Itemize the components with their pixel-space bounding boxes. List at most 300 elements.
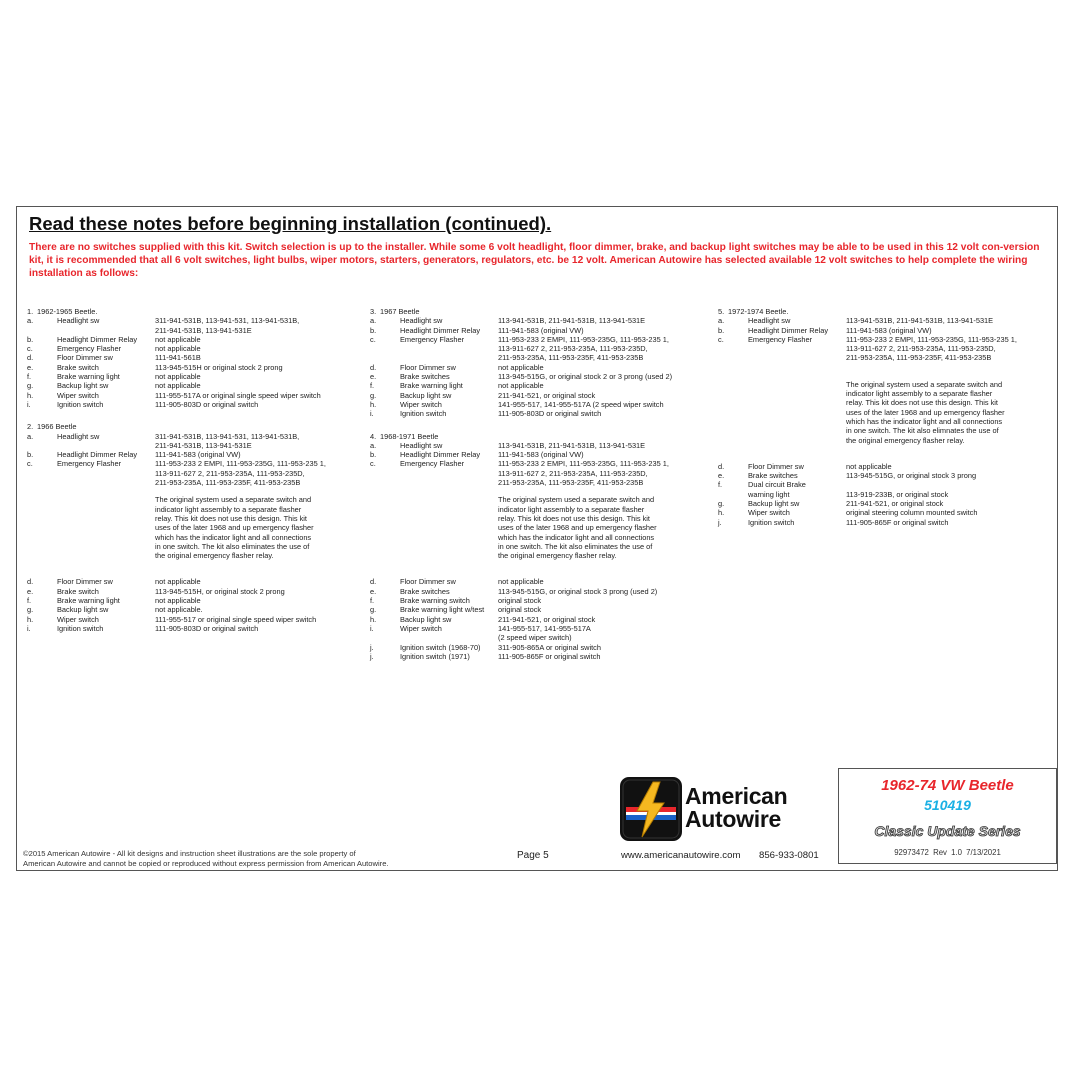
item-letter: j. [370,651,374,661]
item-label: Backup light sw [748,499,800,509]
item-label: Headlight Dimmer Relay [57,450,138,460]
page-heading: Read these notes before beginning installation (continued). [29,213,552,234]
item-letter: g. [370,390,377,400]
note-line: in one switch. The kit also eliminates the use of [155,541,310,551]
lightning-logo-icon [620,777,682,841]
item-value [155,587,357,596]
spec-row [27,344,357,353]
note-line: relay. This kit does not use this design. This kit [155,513,307,523]
note-line: indicator light assembly to a separate flasher [846,389,993,399]
item-letter: a. [27,316,34,326]
item-value-line: not applicable [155,577,201,587]
item-value-line: 311-905-865A or original switch [498,642,601,652]
item-value-line: 113-911-627 2, 211-953-235A, 111-953-235D, [846,344,996,354]
item-value [155,400,357,409]
item-letter: a. [370,440,377,450]
item-label: Wiper switch [748,508,790,518]
item-label: Ignition switch [748,517,795,527]
spec-row [718,508,1058,517]
section-title: 1. 1962-1965 Beetle. [27,307,98,316]
item-label: Floor Dimmer sw [400,362,456,372]
item-letter: c. [27,344,33,354]
section-1967 [370,307,715,419]
item-label: Wiper switch [57,390,99,400]
spec-row [718,480,1058,489]
spec-row [370,441,715,450]
item-value [498,441,715,450]
spec-row [370,381,715,390]
item-letter: e. [27,586,34,596]
item-letter: b. [370,325,377,335]
item-label: Headlight sw [400,316,443,326]
item-value [155,624,357,633]
item-value-line: 113-919-233B, or original stock [846,489,949,499]
item-value [498,372,715,381]
item-value-line: not applicable [155,344,201,354]
item-value [846,326,1058,335]
note-line: The original system used a separate switch and [846,379,1003,389]
note-line: uses of the later 1968 and up emergency flasher [846,407,1005,417]
item-value [846,480,1058,489]
item-label: Ignition switch (1971) [400,651,470,661]
note-line: the original emergency flasher relay. [155,551,274,561]
item-value-line: 113-911-627 2, 211-953-235A, 111-953-235D, [498,344,648,354]
item-letter: h. [27,390,34,400]
note-line: The original system used a separate switch and [155,495,312,505]
item-value [498,450,715,459]
item-value [155,605,357,614]
revision-date: 7/13/2021 [966,848,1001,857]
item-value-line: not applicable. [155,605,203,615]
item-label: Brake switches [748,471,798,481]
item-letter: c. [27,459,33,469]
item-value [155,391,357,400]
item-letter: d. [27,577,34,587]
item-letter: c. [370,459,376,469]
spec-row [370,372,715,381]
spec-row [370,391,715,400]
item-label: Ignition switch (1968-70) [400,642,481,652]
spec-row [718,471,1058,480]
spec-row [27,353,357,362]
item-label: Wiper switch [400,399,442,409]
item-value-line: not applicable [155,372,201,382]
item-letter: d. [370,362,377,372]
item-value-line: 113-945-515G, or original stock 2 or 3 prong (used 2) [498,372,673,382]
item-value-line: 111-941-583 (original VW) [498,325,584,335]
spec-row [718,490,1058,499]
column-3 [718,307,1058,531]
spec-row [370,316,715,325]
spec-row [27,605,357,614]
item-value-line: 111-953-233 2 EMPI, 111-953-235G, 111-953-235 1, [498,334,669,344]
item-value-line: (2 speed wiper switch) [498,633,572,643]
spec-row [718,518,1058,527]
item-value [498,652,715,661]
item-value [155,450,357,459]
item-value [498,391,715,400]
item-label: Headlight sw [57,431,100,441]
column-1 [27,307,357,637]
item-label: Emergency Flasher [57,459,122,469]
spec-row [370,335,715,363]
item-label: Headlight Dimmer Relay [57,334,138,344]
item-value [155,577,357,586]
item-value [498,400,715,409]
item-label: Ignition switch [57,623,104,633]
spec-row [370,605,715,614]
spec-row [27,316,357,335]
item-value-line: 211-953-235A, 111-953-235F, 411-953-235B [155,478,301,488]
item-label: Floor Dimmer sw [57,577,113,587]
spec-row [27,624,357,633]
item-label: Floor Dimmer sw [748,461,804,471]
item-value-line: 111-905-865F or original switch [498,651,601,661]
item-letter: h. [370,614,377,624]
item-value [155,615,357,624]
item-value-line: 113-911-627 2, 211-953-235A, 111-953-235D, [498,468,648,478]
item-value-line: 111-941-561B [155,353,201,363]
item-letter: h. [718,508,725,518]
item-value [498,596,715,605]
item-value-line: not applicable [498,362,544,372]
note-line: which has the indicator light and all connections [498,532,655,542]
item-label: Emergency Flasher [748,334,813,344]
item-value [498,577,715,586]
item-value [498,624,715,643]
item-value-line: not applicable [155,334,201,344]
item-value [498,326,715,335]
item-value-line: not applicable [155,381,201,391]
item-letter: a. [370,316,377,326]
item-letter: i. [27,623,31,633]
flasher-note [846,380,1026,445]
item-label: Headlight Dimmer Relay [400,325,481,335]
item-letter: f. [27,596,32,606]
section-title: 5. 1972-1974 Beetle. [718,307,789,316]
item-label: Brake warning light [57,596,120,606]
doc-meta [839,848,1056,857]
note-line: in one switch. The kit also elimnates the use of [846,426,999,436]
item-value-line: 113-911-627 2, 211-953-235A, 111-953-235D, [155,468,305,478]
item-value [846,316,1058,325]
item-letter: c. [370,334,376,344]
item-label: Brake warning switch [400,596,470,606]
spec-row [27,596,357,605]
note-line: the original emergency flasher relay. [846,435,965,445]
item-value-line: 311-941-531B, 113-941-531, 113-941-531B, [155,316,300,326]
spec-row [27,587,357,596]
spec-row [370,409,715,418]
spec-row [370,615,715,624]
item-letter: f. [370,596,375,606]
item-value-line: 211-941-531B, 113-941-531E [155,325,252,335]
flasher-note [155,495,330,560]
model-title: 1962-74 VW Beetle [881,777,1014,794]
item-value-line: not applicable [155,596,201,606]
item-value-line: original stock [498,605,542,615]
spec-row [370,596,715,605]
item-value-line: 211-953-235A, 111-953-235F, 411-953-235B [846,353,992,363]
spec-row [27,391,357,400]
column-2 [370,307,715,665]
item-value [155,353,357,362]
series-name: Classic Update Series [874,823,1021,839]
item-label: Ignition switch [400,409,447,419]
item-value [155,596,357,605]
note-line: The original system used a separate switch and [498,495,655,505]
item-value-line: 311-941-531B, 113-941-531, 113-941-531B, [155,431,300,441]
item-letter: g. [27,381,34,391]
note-line: relay. This kit does not use this design. This kit [846,398,998,408]
item-value [155,335,357,344]
item-value-line: not applicable [498,577,544,587]
item-letter [718,490,748,499]
section-1966 [27,422,357,633]
spec-row [27,400,357,409]
item-letter: e. [370,586,377,596]
item-value [155,363,357,372]
item-letter: h. [370,399,377,409]
part-number: 510419 [924,797,971,813]
spec-row [370,652,715,661]
spec-row [27,372,357,381]
item-value [498,363,715,372]
item-value-line: 113-941-531B, 211-941-531B, 113-941-531E [498,316,646,326]
item-letter: e. [718,471,725,481]
item-value [846,490,1058,499]
item-value [498,335,715,363]
item-value-line: 113-941-531B, 211-941-531B, 113-941-531E [846,316,994,326]
item-value [498,605,715,614]
note-line: which has the indicator light and all connections [846,416,1003,426]
item-value [155,459,357,487]
item-value [155,344,357,353]
item-value [155,381,357,390]
item-value [846,462,1058,471]
item-label: warning light [748,489,790,499]
item-value-line: 111-941-583 (original VW) [155,450,241,460]
spec-row [27,381,357,390]
item-label: Backup light sw [57,605,109,615]
item-value [498,587,715,596]
item-label: Backup light sw [400,614,452,624]
item-value [155,372,357,381]
spec-row [370,624,715,643]
item-label: Ignition switch [57,399,104,409]
item-value-line: 141-955-517, 141-955-517A [498,623,591,633]
item-value [846,508,1058,517]
note-line: uses of the later 1968 and up emergency flasher [155,523,314,533]
item-letter: b. [27,334,34,344]
item-value-line: 111-955-517 or original single speed wiper switch [155,614,317,624]
spec-row [370,459,715,487]
item-label: Emergency Flasher [400,334,465,344]
item-value-line: 211-941-521, or original stock [498,390,596,400]
spec-row [27,615,357,624]
item-label: Headlight sw [748,316,791,326]
spec-row [27,363,357,372]
item-value-line: 211-941-521, or original stock [846,499,944,509]
item-letter: f. [718,480,723,490]
item-letter: a. [718,316,725,326]
item-letter: b. [370,450,377,460]
title-block [838,768,1057,864]
item-value-line: 111-955-517A or original single speed wiper switch [155,390,321,400]
item-value-line: original stock [498,596,542,606]
item-letter: j. [718,517,722,527]
item-letter: h. [27,614,34,624]
item-value-line: 211-941-521, or original stock [498,614,596,624]
spec-row [370,587,715,596]
item-value-line: 113-945-515G, or original stock 3 prong (used 2) [498,586,658,596]
intro-warning: There are no switches supplied with this kit. Switch selection is up to the installer. While some 6 volt headlight, floor dimmer, brake, and backup light switches may be able to be used in this 12 volt con-version kit, it is recommended that all 6 volt switches, light bulbs, wiper motors, starters, generators, regulators, etc. be 12 volt. American Autowire has selected available 12 volt switches to help complete the wiring installation as follows: [29,242,1040,279]
item-value-line: 113-941-531B, 211-941-531B, 113-941-531E [498,440,646,450]
item-label: Wiper switch [400,623,442,633]
note-line: indicator light assembly to a separate flasher [498,504,645,514]
item-value-line: original steering column mounted switch [846,508,978,518]
item-value [846,471,1058,480]
item-letter: f. [27,372,32,382]
item-value-line: 111-941-583 (original VW) [498,450,584,460]
item-label: Floor Dimmer sw [400,577,456,587]
item-value [846,499,1058,508]
spec-row [27,450,357,459]
copyright-notice: ©2015 American Autowire - All kit designs and instruction sheet illustrations are the sole property of American Autowire and cannot be copied or reproduced without express permission from American Autowire. [23,849,389,868]
item-letter: e. [27,362,34,372]
doc-number: 92973472 [894,848,929,857]
item-value-line: 111-941-583 (original VW) [846,325,932,335]
item-value [846,335,1058,363]
item-letter: j. [370,642,374,652]
phone-number: 856-933-0801 [759,850,819,861]
instruction-sheet [16,206,1058,871]
section-1968-1971 [370,432,715,662]
item-value-line: 141-955-517, 141-955-517A (2 speed wiper switch [498,399,664,409]
spec-row [718,326,1058,335]
item-letter: g. [27,605,34,615]
spec-row [718,316,1058,325]
brand-name: American Autowire [685,783,788,832]
spec-row [27,577,357,586]
item-value-line: 111-905-803D or original switch [498,409,602,419]
item-value [498,459,715,487]
item-value [498,643,715,652]
item-value [498,316,715,325]
note-line: relay. This kit does not use this design. This kit [498,513,650,523]
note-line: in one switch. The kit also eliminates the use of [498,541,653,551]
item-value [155,432,357,451]
item-letter: c. [718,334,724,344]
item-value-line: 113-945-515H, or original stock 2 prong [155,586,285,596]
item-letter: i. [27,399,31,409]
spec-row [718,499,1058,508]
note-line: indicator light assembly to a separate flasher [155,504,302,514]
item-letter: i. [370,409,374,419]
item-value-line: 113-945-515H or original stock 2 prong [155,362,283,372]
item-value-line: 111-905-803D or original switch [155,623,259,633]
spec-row [27,459,357,487]
item-label: Emergency Flasher [57,344,122,354]
spec-row [370,326,715,335]
item-label: Floor Dimmer sw [57,353,113,363]
item-label: Brake warning light [400,381,463,391]
section-title: 4. 1968-1971 Beetle [370,431,439,441]
spec-row [718,462,1058,471]
item-letter: a. [27,431,34,441]
item-letter: b. [27,450,34,460]
spec-row [370,643,715,652]
item-value-line: 111-953-233 2 EMPI, 111-953-235G, 111-953-235 1, [846,334,1017,344]
spec-row [27,432,357,451]
spec-row [27,335,357,344]
item-value-line: 111-905-865F or original switch [846,517,949,527]
item-value-line: 211-953-235A, 111-953-235F, 411-953-235B [498,478,644,488]
item-label: Headlight sw [57,316,100,326]
item-label: Brake switch [57,362,99,372]
note-line: uses of the later 1968 and up emergency flasher [498,523,657,533]
item-label: Headlight Dimmer Relay [748,325,829,335]
item-value-line: not applicable [498,381,544,391]
item-label: Backup light sw [400,390,452,400]
item-letter: f. [370,381,375,391]
item-label: Brake switches [400,372,450,382]
item-label: Emergency Flasher [400,459,465,469]
section-title: 2. 1966 Beetle [27,422,77,432]
item-letter: i. [370,623,374,633]
item-label: Wiper switch [57,614,99,624]
item-letter: g. [370,605,377,615]
item-label: Brake warning light [57,372,120,382]
spec-row [718,335,1058,363]
item-value [498,381,715,390]
item-value [498,615,715,624]
item-letter: d. [27,353,34,363]
flasher-note [498,495,673,560]
note-line: which has the indicator light and all connections [155,532,312,542]
item-letter: d. [718,461,725,471]
item-letter: d. [370,577,377,587]
website-link[interactable]: www.americanautowire.com [621,850,741,861]
item-value-line: 111-905-803D or original switch [155,399,259,409]
spec-row [370,363,715,372]
item-value-line: 111-953-233 2 EMPI, 111-953-235G, 111-953-235 1, [155,459,326,469]
item-label: Brake warning light w/test [400,605,485,615]
item-label: Brake switch [57,586,99,596]
section-1962-1965 [27,307,357,409]
item-label: Headlight Dimmer Relay [400,450,481,460]
note-line: the original emergency flasher relay. [498,551,617,561]
page-number: Page 5 [517,850,549,861]
item-label: Dual circuit Brake [748,480,806,490]
item-value-line: 111-953-233 2 EMPI, 111-953-235G, 111-953-235 1, [498,459,669,469]
item-value-line: not applicable [846,461,892,471]
revision: Rev 1.0 [933,848,962,857]
item-value-line: 211-941-531B, 113-941-531E [155,440,252,450]
item-letter: e. [370,372,377,382]
spec-row [370,400,715,409]
section-1972-1974 [718,307,1058,527]
item-letter: b. [718,325,725,335]
item-value [846,518,1058,527]
item-letter: g. [718,499,725,509]
item-value [155,316,357,335]
spec-row [370,577,715,586]
item-label: Brake switches [400,586,450,596]
section-title: 3. 1967 Beetle [370,307,420,316]
item-value-line: 211-953-235A, 111-953-235F, 411-953-235B [498,353,644,363]
item-value [498,409,715,418]
